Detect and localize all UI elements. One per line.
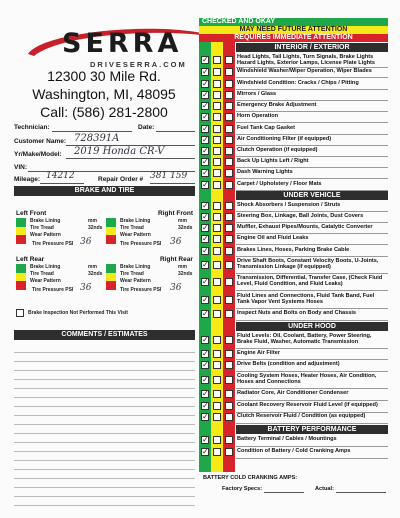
comment-line[interactable] — [14, 469, 195, 470]
future-checkbox[interactable] — [213, 336, 221, 344]
lf-pressure-value: 36 — [80, 237, 92, 247]
future-checkbox[interactable] — [213, 350, 221, 358]
lf-rating-chip — [16, 218, 26, 244]
row-divider — [236, 77, 388, 78]
immediate-checkbox[interactable] — [225, 402, 233, 410]
future-checkbox[interactable] — [213, 278, 221, 286]
checklist-item: Windshield Condition: Cracks / Chips / Pitting — [237, 80, 359, 86]
immediate-checkbox[interactable] — [225, 102, 233, 110]
checklist-item: Transmission, Differential, Transfer Case, (Check Fluid Level, Fluid Condition, and Fluid Leaks) — [237, 275, 383, 288]
ok-checkbox[interactable]: ✓ — [202, 260, 209, 269]
checklist-item: Air Conditioning Filter (if equipped) — [237, 136, 332, 142]
ok-checkbox[interactable]: ✓ — [202, 360, 209, 369]
future-checkbox[interactable] — [213, 261, 221, 269]
repair-order-value: 381 159 — [150, 171, 188, 181]
rf-rating-chip — [106, 218, 116, 244]
comment-line[interactable] — [14, 388, 195, 389]
future-checkbox[interactable] — [213, 125, 221, 133]
future-checkbox[interactable] — [213, 402, 221, 410]
future-checkbox[interactable] — [213, 68, 221, 76]
row-divider — [236, 122, 388, 123]
future-checkbox[interactable] — [213, 310, 221, 318]
lf-tire-tread-label: Tire Tread — [30, 225, 54, 231]
checklist-item: Clutch Operation (if equipped) — [237, 147, 318, 153]
future-checkbox[interactable] — [213, 296, 221, 304]
future-checkbox[interactable] — [213, 158, 221, 166]
row-divider — [236, 446, 388, 447]
ok-checkbox[interactable]: ✓ — [202, 435, 209, 444]
rf-pressure-label: Tire Pressure PSI — [120, 241, 162, 247]
row-divider — [236, 273, 388, 274]
comment-line[interactable] — [14, 379, 195, 380]
future-checkbox[interactable] — [213, 202, 221, 210]
ok-checkbox[interactable]: ✓ — [202, 401, 209, 410]
future-checkbox[interactable] — [213, 235, 221, 243]
ok-checkbox[interactable]: ✓ — [202, 212, 209, 221]
rr-pressure-label: Tire Pressure PSI — [120, 287, 162, 293]
checklist-item: Clutch Reservoir Fluid / Condition (as equipped) — [237, 413, 366, 419]
ok-checkbox[interactable]: ✓ — [202, 309, 209, 318]
ok-checkbox[interactable]: ✓ — [202, 135, 209, 144]
checklist-item: Mirrors / Glass — [237, 91, 277, 97]
logo-domain: DRIVESERRA.COM — [90, 60, 187, 69]
ok-checkbox[interactable]: ✓ — [202, 412, 209, 421]
brake-tire-header: BRAKE AND TIRE — [14, 186, 195, 196]
technician-label: Technician: — [14, 124, 50, 131]
section-header: INTERIOR / EXTERIOR — [236, 43, 388, 52]
ok-checkbox[interactable]: ✓ — [202, 201, 209, 210]
left-front-label: Left Front — [16, 210, 47, 217]
future-checkbox[interactable] — [213, 91, 221, 99]
checklist-item: Dash Warning Lights — [237, 169, 293, 175]
ok-checkbox[interactable]: ✓ — [202, 90, 209, 99]
street-address: 12300 30 Mile Rd. — [47, 68, 161, 84]
future-checkbox[interactable] — [213, 361, 221, 369]
immediate-checkbox[interactable] — [225, 413, 233, 421]
legend-immediate: REQUIRES IMMEDIATE ATTENTION — [199, 34, 388, 42]
rr-wear-pattern-label: Wear Pattern — [120, 278, 151, 284]
lf-mm-unit: mm — [88, 218, 97, 224]
ok-checkbox[interactable]: ✓ — [202, 349, 209, 358]
ok-checkbox[interactable]: ✓ — [202, 223, 209, 232]
rr-tire-tread-label: Tire Tread — [120, 271, 144, 277]
immediate-checkbox[interactable] — [225, 213, 233, 221]
future-checkbox[interactable] — [213, 213, 221, 221]
future-checkbox[interactable] — [213, 113, 221, 121]
immediate-checkbox[interactable] — [225, 147, 233, 155]
checklist-item: Head Lights, Tail Lights, Turn Signals, Brake Lights Hazard Lights, Exterior Lamps, License Plate Lights — [237, 54, 376, 67]
customer-name-value: 728391A — [74, 133, 120, 144]
ok-checkbox[interactable]: ✓ — [202, 375, 209, 384]
row-divider — [236, 320, 388, 321]
checklist-item: Shock Absorbers / Suspension / Struts — [237, 202, 341, 208]
future-checkbox[interactable] — [213, 448, 221, 456]
future-checkbox[interactable] — [213, 136, 221, 144]
rf-brake-lining-label: Brake Lining — [120, 218, 151, 224]
checklist-item: Fluid Lines and Connections, Fluid Tank Band, Fuel Tank Vapor Vent Systems Hoses — [237, 293, 375, 306]
immediate-checkbox[interactable] — [225, 202, 233, 210]
comment-line[interactable] — [14, 352, 195, 353]
ok-checkbox[interactable]: ✓ — [202, 146, 209, 155]
checklist-item: Battery Terminal / Cables / Mountings — [237, 436, 337, 442]
factory-specs-label: Factory Specs: — [222, 486, 263, 492]
rr-rating-chip — [106, 264, 116, 290]
lr-brake-lining-label: Brake Lining — [30, 264, 61, 270]
customer-name-label: Customer Name: — [14, 138, 67, 145]
ok-checkbox[interactable]: ✓ — [202, 79, 209, 88]
future-checkbox[interactable] — [213, 181, 221, 189]
lf-pressure-label: Tire Pressure PSI — [32, 241, 74, 247]
immediate-checkbox[interactable] — [225, 361, 233, 369]
row-divider — [236, 178, 388, 179]
ok-checkbox[interactable]: ✓ — [202, 124, 209, 133]
checklist-item: Horn Operation — [237, 113, 279, 119]
left-rear-label: Left Rear — [16, 256, 45, 263]
future-checkbox[interactable] — [213, 147, 221, 155]
immediate-checkbox[interactable] — [225, 336, 233, 344]
row-divider — [236, 100, 388, 101]
section-header: UNDER VEHICLE — [236, 191, 388, 200]
right-front-label: Right Front — [158, 210, 194, 217]
lr-rating-chip — [16, 264, 26, 290]
future-checkbox[interactable] — [213, 247, 221, 255]
future-checkbox[interactable] — [213, 376, 221, 384]
row-divider — [236, 388, 388, 389]
ok-checkbox[interactable]: ✓ — [202, 67, 209, 76]
ok-checkbox[interactable]: ✓ — [202, 246, 209, 255]
ok-checkbox[interactable]: ✓ — [202, 55, 209, 64]
cca-label: BATTERY COLD CRANKING AMPS: — [203, 475, 298, 481]
comment-line[interactable] — [14, 361, 195, 362]
checklist-item: Windshield Washer/Wiper Operation, Wiper Blades — [237, 68, 372, 74]
immediate-checkbox[interactable] — [225, 125, 233, 133]
mileage-value: 14212 — [46, 171, 75, 181]
logo-wordmark: SERRA — [62, 28, 183, 59]
checklist-item: Brakes Lines, Hoses, Parking Brake Cable — [237, 247, 350, 253]
ok-checkbox[interactable]: ✓ — [202, 180, 209, 189]
checklist-item: Back Up Lights Left / Right — [237, 158, 309, 164]
checklist-item: Carpet / Upholstery / Floor Mats — [237, 181, 322, 187]
lr-wear-pattern-label: Wear Pattern — [30, 278, 61, 284]
comment-line[interactable] — [14, 496, 195, 497]
checklist-item: Coolant Recovery Reservoir Fluid Level (if equipped) — [237, 402, 378, 408]
row-divider — [236, 156, 388, 157]
immediate-checkbox[interactable] — [225, 390, 233, 398]
future-checkbox[interactable] — [213, 224, 221, 232]
immediate-checkbox[interactable] — [225, 310, 233, 318]
future-checkbox[interactable] — [213, 169, 221, 177]
row-divider — [236, 89, 388, 90]
row-divider — [236, 400, 388, 401]
row-divider — [236, 348, 388, 349]
rf-wear-pattern-label: Wear Pattern — [120, 232, 151, 238]
rf-tire-tread-label: Tire Tread — [120, 225, 144, 231]
immediate-checkbox[interactable] — [225, 80, 233, 88]
ok-checkbox[interactable]: ✓ — [202, 168, 209, 177]
comment-line[interactable] — [14, 424, 195, 425]
immediate-checkbox[interactable] — [225, 158, 233, 166]
future-checkbox[interactable] — [213, 413, 221, 421]
mileage-label: Mileage: — [14, 176, 41, 183]
row-divider — [236, 308, 388, 309]
row-divider — [236, 233, 388, 234]
checklist-item: Condition of Battery / Cold Cranking Amps — [237, 448, 351, 454]
row-divider — [236, 111, 388, 112]
immediate-checkbox[interactable] — [225, 169, 233, 177]
future-checkbox[interactable] — [213, 80, 221, 88]
row-divider — [236, 423, 388, 424]
comment-line[interactable] — [14, 460, 195, 461]
immediate-checkbox[interactable] — [225, 448, 233, 456]
lf-wear-pattern-label: Wear Pattern — [30, 232, 61, 238]
immediate-checkbox[interactable] — [225, 68, 233, 76]
future-checkbox[interactable] — [213, 390, 221, 398]
legend-ok: CHECKED AND OKAY — [199, 18, 388, 26]
immediate-checkbox[interactable] — [225, 113, 233, 121]
row-divider — [236, 211, 388, 212]
date-label: Date: — [138, 124, 155, 131]
lf-brake-lining-label: Brake Lining — [30, 218, 61, 224]
immediate-checkbox[interactable] — [225, 91, 233, 99]
comment-line[interactable] — [14, 505, 195, 506]
immediate-checkbox[interactable] — [225, 56, 233, 64]
rr-pressure-value: 36 — [170, 283, 182, 293]
actual-label: Actual: — [315, 486, 334, 492]
immediate-checkbox[interactable] — [225, 296, 233, 304]
ok-checkbox[interactable]: ✓ — [202, 101, 209, 110]
comments-header: COMMENTS / ESTIMATES — [14, 330, 195, 340]
checklist-item: Emergency Brake Adjustment — [237, 102, 317, 108]
row-divider — [236, 371, 388, 372]
lr-pressure-value: 36 — [80, 283, 92, 293]
row-divider — [236, 145, 388, 146]
lr-32nds-unit: 32nds — [88, 271, 103, 277]
rf-32nds-unit: 32nds — [178, 225, 193, 231]
ok-checkbox[interactable]: ✓ — [202, 295, 209, 304]
ok-checkbox[interactable]: ✓ — [202, 277, 209, 286]
section-header: BATTERY PERFORMANCE — [236, 425, 388, 434]
ok-checkbox[interactable]: ✓ — [202, 112, 209, 121]
immediate-checkbox[interactable] — [225, 278, 233, 286]
checklist-item: Fuel Tank Cap Gasket — [237, 125, 296, 131]
immediate-checkbox[interactable] — [225, 235, 233, 243]
future-checkbox[interactable] — [213, 56, 221, 64]
serra-logo — [28, 24, 198, 72]
rf-mm-unit: mm — [178, 218, 187, 224]
immediate-checkbox[interactable] — [225, 247, 233, 255]
immediate-checkbox[interactable] — [225, 376, 233, 384]
city-address: Washington, MI, 48095 — [32, 86, 176, 102]
future-checkbox[interactable] — [213, 102, 221, 110]
checklist-item: Drive Shaft Boots, Constant Velocity Boots, U-Joints, Transmission Linkage (if equipped) — [237, 258, 379, 271]
rr-brake-lining-label: Brake Lining — [120, 264, 151, 270]
row-divider — [236, 134, 388, 135]
vehicle-label: Yr/Make/Model: — [14, 151, 62, 158]
ok-checkbox[interactable]: ✓ — [202, 447, 209, 456]
comment-line[interactable] — [14, 451, 195, 452]
comment-line[interactable] — [14, 370, 195, 371]
comment-line[interactable] — [14, 397, 195, 398]
vin-label: VIN: — [14, 164, 27, 171]
lr-mm-unit: mm — [88, 264, 97, 270]
immediate-checkbox[interactable] — [225, 261, 233, 269]
checklist-item: Cooling System Hoses, Heater Hoses, Air Condition, Hoses and Connections — [237, 373, 377, 386]
checklist-item: Muffler, Exhaust Pipes/Mounts, Catalytic Converter — [237, 224, 373, 230]
rf-pressure-value: 36 — [170, 237, 182, 247]
checklist-item: Fluid Levels: Oil, Coolant, Battery, Power Steering, Brake Fluid, Washer, Automatic Transmission — [237, 333, 372, 346]
legend-future: MAY NEED FUTURE ATTENTION — [199, 26, 388, 34]
right-rear-label: Right Rear — [160, 256, 193, 263]
ok-checkbox[interactable]: ✓ — [202, 389, 209, 398]
comment-line[interactable] — [14, 433, 195, 434]
repair-order-label: Repair Order # — [98, 176, 144, 183]
row-divider — [236, 359, 388, 360]
lr-tire-tread-label: Tire Tread — [30, 271, 54, 277]
checklist-item: Engine Oil and Fluid Leaks — [237, 235, 309, 241]
row-divider — [236, 256, 388, 257]
checklist-item: Steering Box, Linkage, Ball Joints, Dust Covers — [237, 213, 364, 219]
ok-checkbox[interactable]: ✓ — [202, 335, 209, 344]
immediate-checkbox[interactable] — [225, 436, 233, 444]
row-divider — [236, 458, 388, 459]
checklist-item: Engine Air Filter — [237, 350, 280, 356]
immediate-checkbox[interactable] — [225, 350, 233, 358]
phone-number: Call: (586) 281-2800 — [40, 104, 168, 120]
row-divider — [236, 222, 388, 223]
rr-mm-unit: mm — [178, 264, 187, 270]
row-divider — [236, 167, 388, 168]
vehicle-value: 2019 Honda CR-V — [74, 146, 165, 157]
ok-checkbox[interactable]: ✓ — [202, 234, 209, 243]
brake-not-performed-checkbox[interactable] — [16, 309, 24, 317]
comment-line[interactable] — [14, 406, 195, 407]
comment-line[interactable] — [14, 415, 195, 416]
lf-32nds-unit: 32nds — [88, 225, 103, 231]
immediate-checkbox[interactable] — [225, 224, 233, 232]
immediate-checkbox[interactable] — [225, 181, 233, 189]
comment-line[interactable] — [14, 442, 195, 443]
ok-checkbox[interactable]: ✓ — [202, 157, 209, 166]
lr-pressure-label: Tire Pressure PSI — [32, 287, 74, 293]
comment-line[interactable] — [14, 478, 195, 479]
section-header: UNDER HOOD — [236, 322, 388, 331]
comment-line[interactable] — [14, 487, 195, 488]
checklist-item: Inspect Nuts and Bolts on Body and Chassis — [237, 310, 357, 316]
row-divider — [236, 290, 388, 291]
rr-32nds-unit: 32nds — [178, 271, 193, 277]
immediate-checkbox[interactable] — [225, 136, 233, 144]
checklist-item: Radiator Core, Air Conditioner Condenser — [237, 390, 349, 396]
future-checkbox[interactable] — [213, 436, 221, 444]
row-divider — [236, 244, 388, 245]
checklist-item: Drive Belts (condition and adjustment) — [237, 361, 340, 367]
brake-not-performed-label: Brake Inspection Not Performed This Visit — [28, 310, 128, 316]
